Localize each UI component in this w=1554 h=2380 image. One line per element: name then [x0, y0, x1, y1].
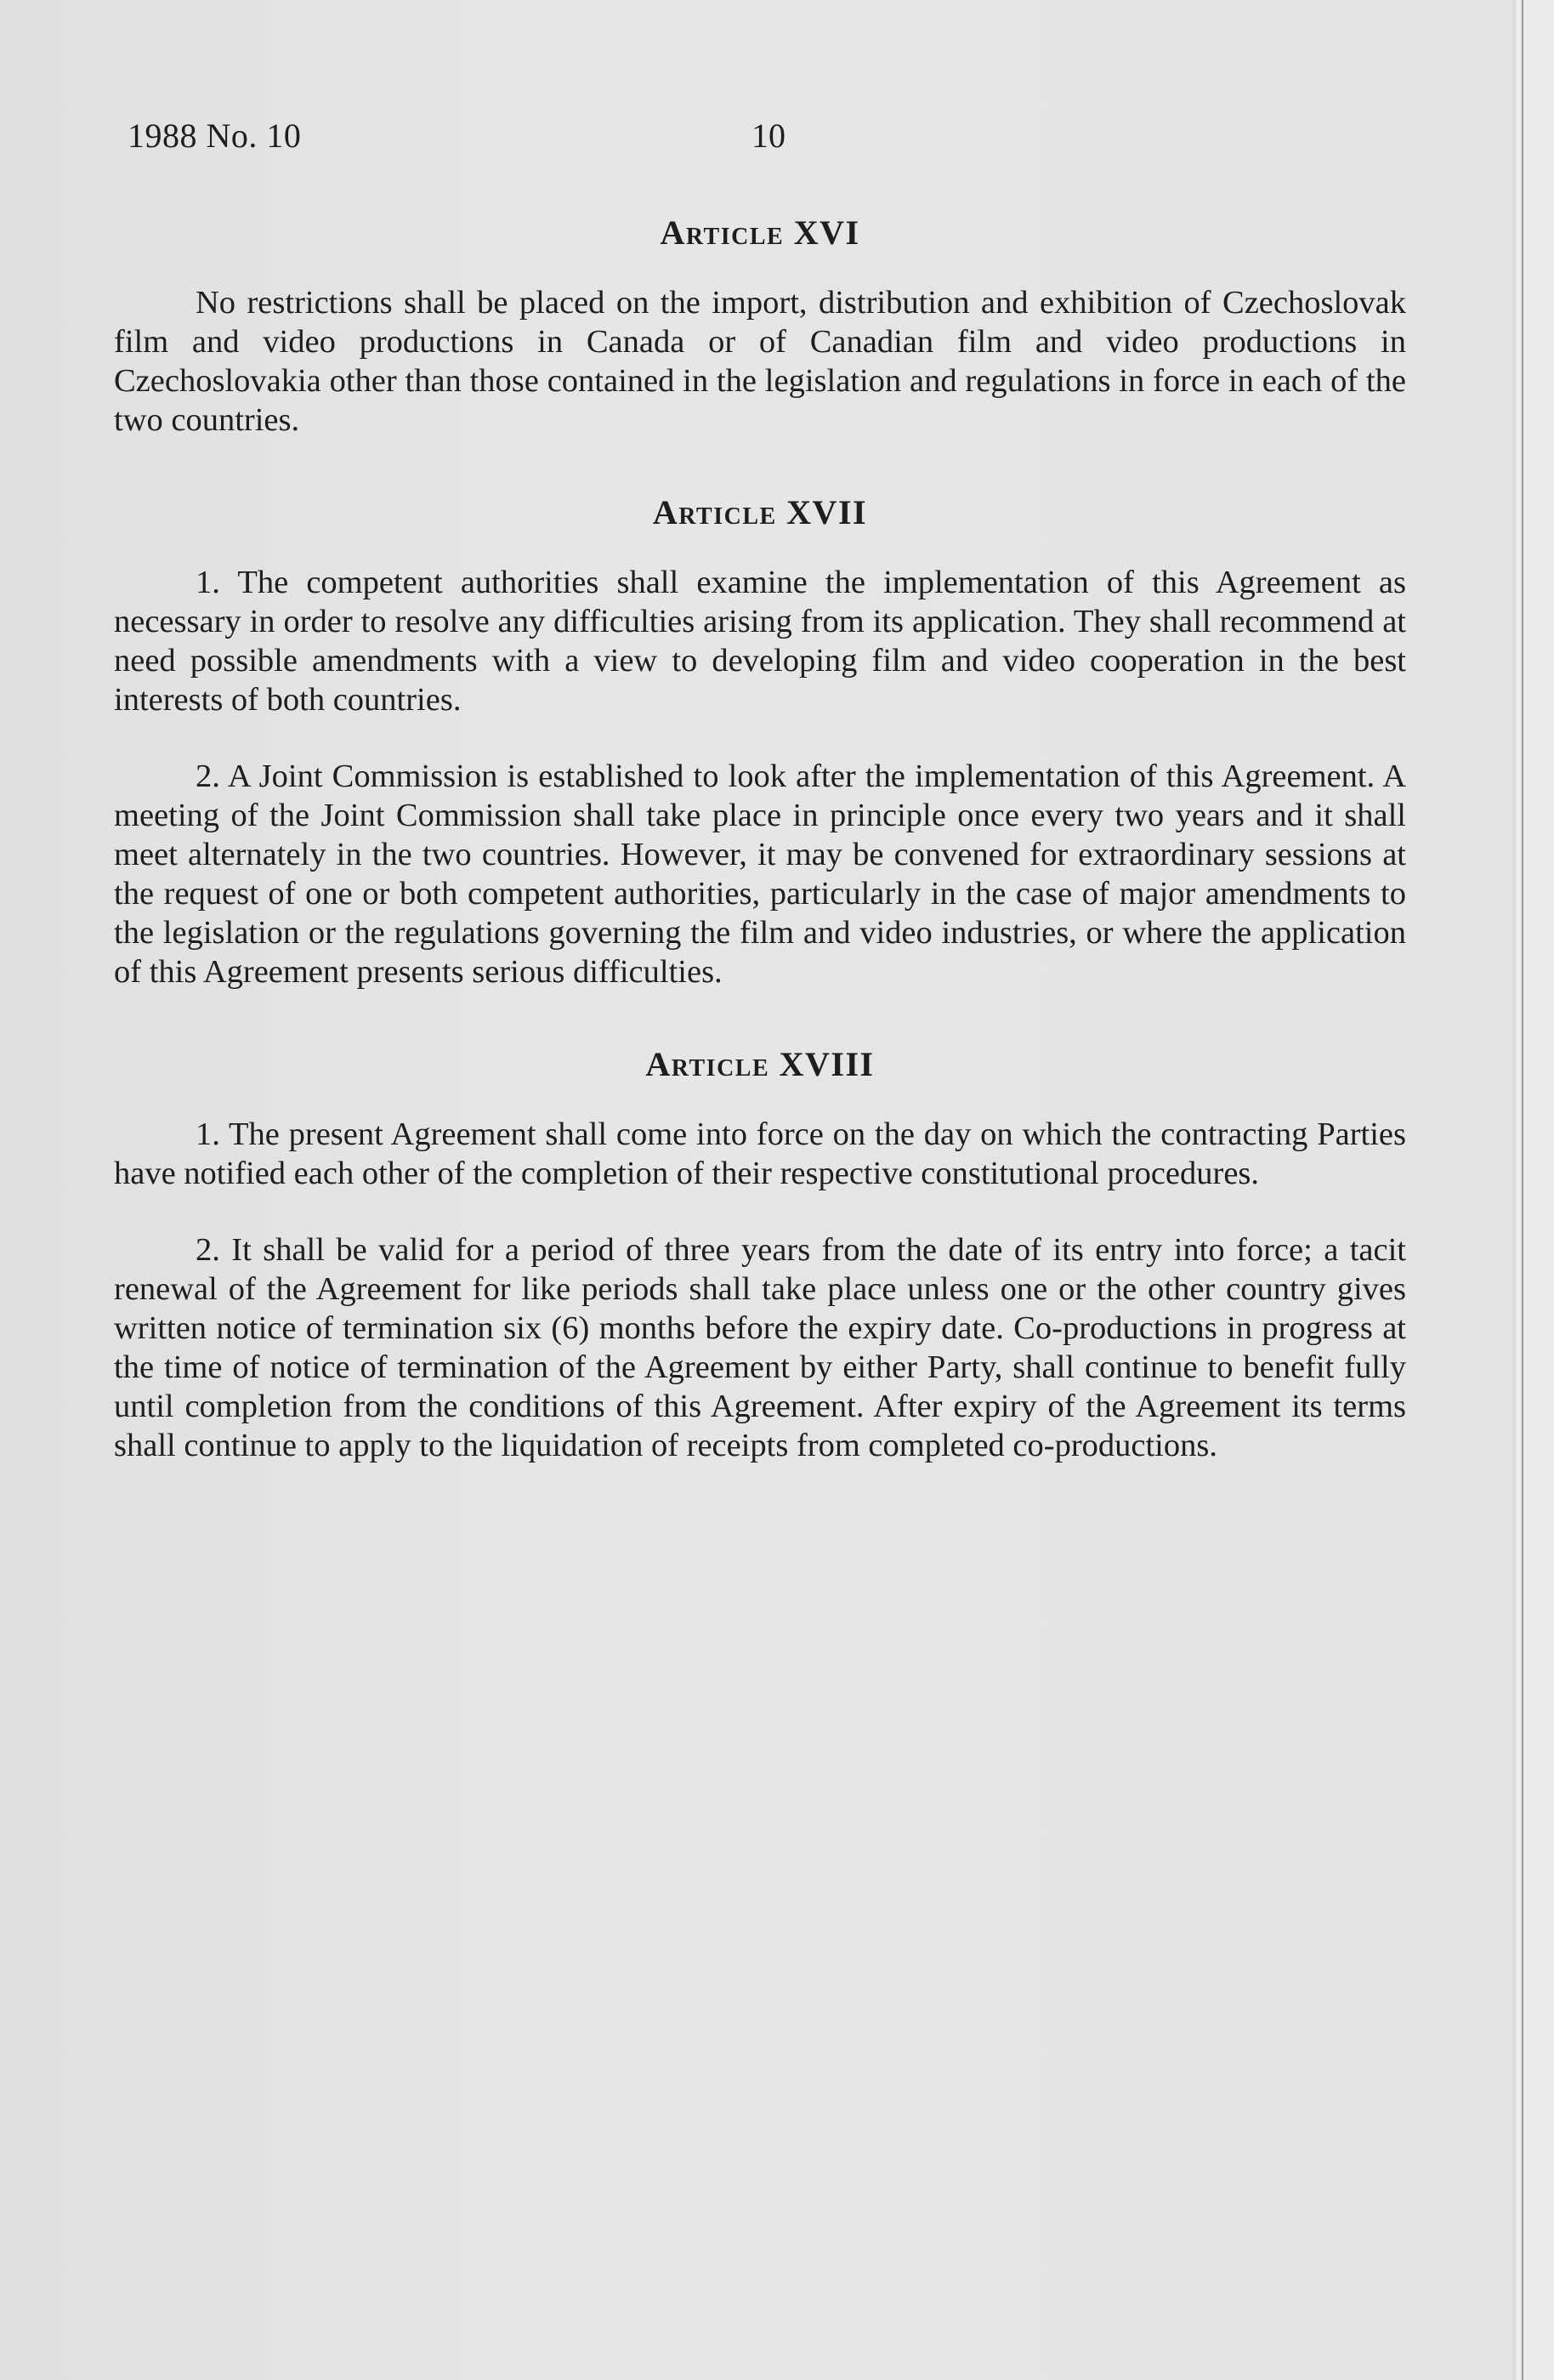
article-xviii: [114, 1044, 1406, 1465]
article-paragraph: No restrictions shall be placed on the import, distribution and exhibition of Czechoslovak film and video productions in Canada or of Canadian film and video productions in Czechoslovakia other than those contained in the legislation and regulations in force in each of the two countries.: [114, 285, 1406, 438]
page-number: 10: [751, 116, 786, 155]
underlying-page-strip: [1523, 0, 1554, 2380]
article-paragraph: 1. The competent authorities shall examine the implementation of this Agreement as necessary in order to resolve any difficulties arising from its application. They shall recommend at need possible amendments with a view to developing film and video cooperation in the best interests of both countries.: [114, 565, 1406, 718]
article-paragraph: 1. The present Agreement shall come into force on the day on which the contracting Parties have notified each other of the completion of their respective constitutional procedures.: [114, 1116, 1406, 1191]
document-body: [114, 213, 1406, 1518]
article-xvii: [114, 492, 1406, 991]
header-year-number: 1988 No. 10: [128, 116, 302, 155]
article-xvi: [114, 213, 1406, 440]
article-paragraph: 2. It shall be valid for a period of three years from the date of its entry into force; a tacit renewal of the Agreement for like periods shall take place unless one or the other country gives written notice of termination six (6) months before the expiry date. Co-productions in progress at the time of notice of termination of the Agreement by either Party, shall continue to benefit fully until completion from the conditions of this Agreement. After expiry of the Agreement its terms shall continue to apply to the liquidation of receipts from completed co-productions.: [114, 1232, 1406, 1463]
article-title: Article XVI: [660, 213, 860, 252]
article-paragraph: 2. A Joint Commission is established to look after the implementation of this Agreement. A meeting of the Joint Commission shall take place in principle once every two years and it shall meet alternately in the two countries. However, it may be convened for extraordinary sessions at the request of one or both competent authorities, particularly in the case of major amendments to the legislation or the regulations governing the film and video industries, or where the application of this Agreement presents serious difficulties.: [114, 758, 1406, 990]
article-title: Article XVIII: [645, 1045, 875, 1083]
article-title: Article XVII: [652, 493, 868, 531]
